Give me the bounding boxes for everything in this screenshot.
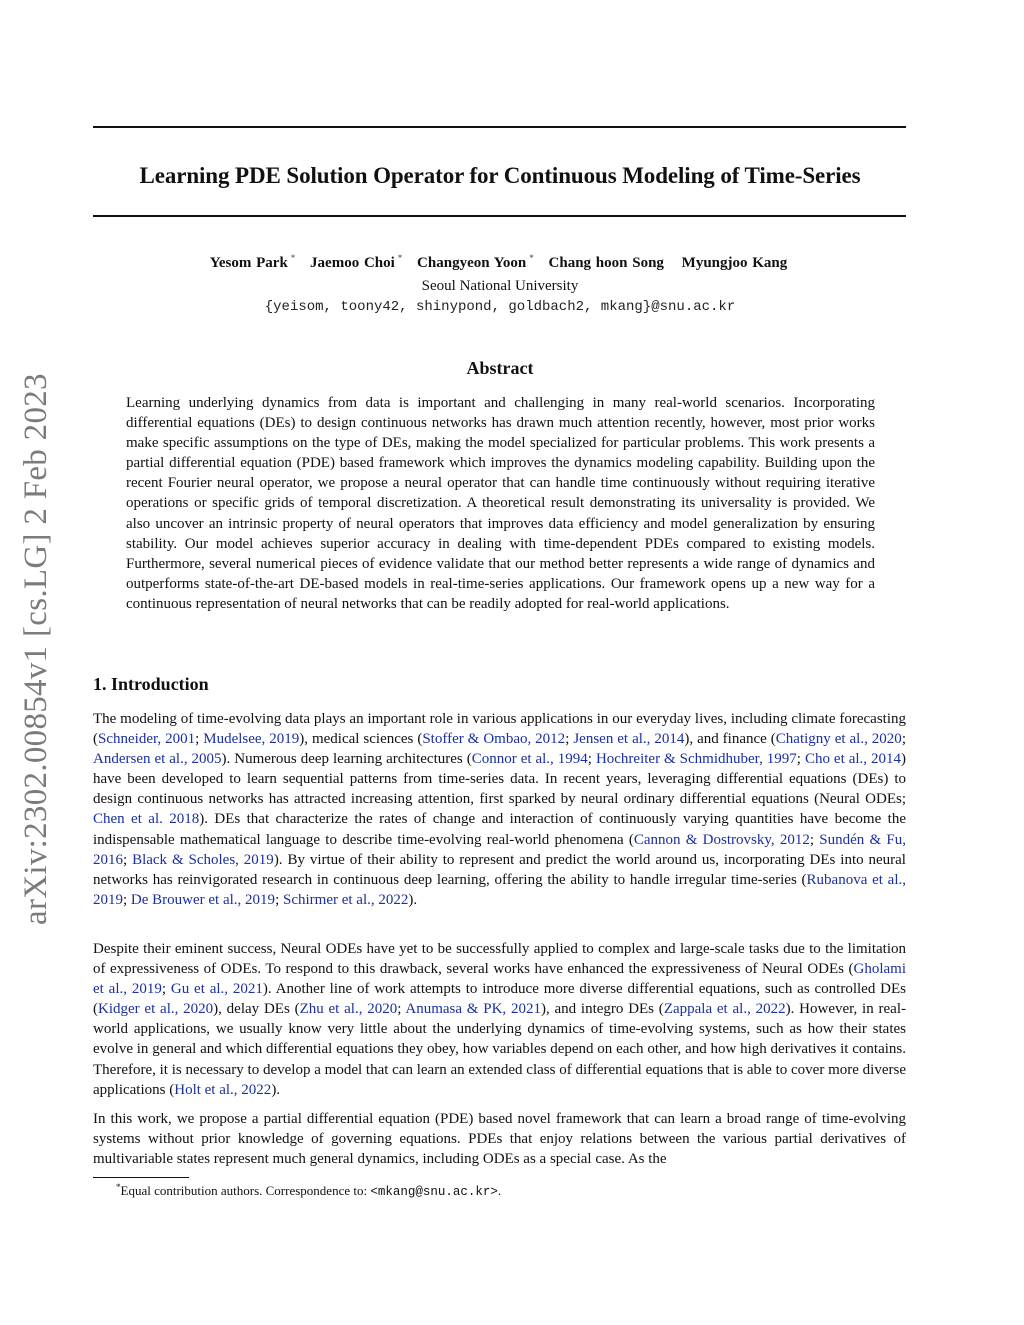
correspondence-email[interactable]: <mkang@snu.ac.kr> — [370, 1185, 498, 1199]
citation-link[interactable]: Gu et al., 2021 — [170, 981, 263, 998]
arxiv-identifier: arXiv:2302.00854v1 [cs.LG] 2 Feb 2023 — [18, 373, 54, 925]
citation-link[interactable]: Mudelsee, 2019 — [203, 731, 300, 748]
abstract-body: Learning underlying dynamics from data is important and challenging in many real-world scenarios. Incorporating differential equations (DEs) to design continuous networks has drawn much attention recently, however, most prior works make specific assumptions on the type of DEs, making the model specialized for particular problems. This work presents a partial differential equation (PDE) based framework which improves the dynamics modeling capability. Building upon the recent Fourier neural operator, we propose a neural operator that can handle time continuously without requiring iterative operations or specific grids of temporal discretization. A theoretical result demonstrating its universality is provided. We also uncover an intrinsic property of neural operators that improves data efficiency and model generalization by ensuring stability. Our model achieves superior accuracy in dealing with time-dependent PDEs compared to existing models. Furthermore, several numerical pieces of evidence validate that our method better represents a wide range of dynamics and outperforms state-of-the-art DE-based models in real-time-series applications. Our framework opens up a new way for a continuous representation of neural networks that can be readily adopted for real-world applications. — [126, 395, 875, 612]
citation-link[interactable]: Connor et al., 1994 — [471, 751, 588, 768]
citation-link[interactable]: Hochreiter & Schmidhuber, 1997 — [595, 751, 797, 768]
footnote-text: Equal contribution authors. Correspondence to: — [120, 1183, 371, 1198]
footnote-end: . — [497, 1183, 502, 1198]
citation-link[interactable]: Zhu et al., 2020 — [299, 1001, 398, 1018]
footnote — [93, 1182, 501, 1199]
section-heading-introduction: 1. Introduction — [93, 674, 209, 694]
citation-link[interactable]: Cho et al., 2014 — [804, 751, 902, 768]
citation-link[interactable]: De Brouwer et al., 2019 — [130, 891, 276, 908]
author-emails[interactable]: {yeisom, toony42, shinypond, goldbach2, mkang}@snu.ac.kr — [264, 299, 736, 315]
citation-link[interactable]: Sundén & Fu, 2016 — [93, 831, 906, 868]
equal-contribution-mark: * — [397, 253, 403, 263]
citation-link[interactable]: Holt et al., 2022 — [174, 1081, 272, 1098]
citation-link[interactable]: Gholami et al., 2019 — [93, 961, 906, 998]
citation-link[interactable]: Rubanova et al., 2019 — [93, 871, 906, 908]
citation-link[interactable]: Black & Scholes, 2019 — [132, 851, 274, 868]
footnote-mark: * — [116, 1182, 121, 1192]
author-list — [60, 253, 940, 272]
author-name: Chang hoon Song — [548, 255, 664, 271]
citation-link[interactable]: Zappala et al., 2022 — [663, 1001, 786, 1018]
citation-link[interactable]: Stoffer & Ombao, 2012 — [422, 731, 566, 748]
abstract-heading: Abstract — [466, 358, 534, 378]
citation-link[interactable]: Schirmer et al., 2022 — [282, 891, 409, 908]
author-name: Changyeon Yoon — [417, 255, 527, 271]
citation-link[interactable]: Jensen et al., 2014 — [573, 731, 685, 748]
author-name: Myungjoo Kang — [681, 255, 788, 271]
intro-paragraph-3: In this work, we propose a partial differential equation (PDE) based novel framework that can learn a broad range of time-evolving systems without prior knowledge of governing equations. PDEs that enjoy relations between the various partial derivatives of multivariable states represent much general dynamics, including ODEs as a special case. As the — [93, 1111, 906, 1168]
paper-title: Learning PDE Solution Operator for Continuous Modeling of Time-Series — [139, 163, 861, 188]
affiliation: Seoul National University — [421, 278, 579, 294]
author-name: Jaemoo Choi — [310, 255, 395, 271]
intro-paragraph-2: Despite their eminent success, Neural ODEs have yet to be successfully applied to complex and large-scale tasks due to the limitation of expressiveness of ODEs. To respond to this drawback, several works have enhanced the expressiveness of Neural ODEs (Gholami et al., 2019; Gu et al., 2021). Another line of work attempts to introduce more diverse differential equations, such as controlled DEs (Kidger et al., 2020), delay DEs (Zhu et al., 2020; Anumasa & PK, 2021), and integro DEs (Zappala et al., 2022). However, in real-world applications, we usually know very little about the underlying dynamics of time-evolving systems, such as how their states evolve in general and which differential equations they obey, how variables depend on each other, and how high derivatives it contains. Therefore, it is necessary to develop a model that can learn an extended class of differential equations that is able to cover more diverse applications (Holt et al., 2022). — [93, 941, 907, 1098]
top-rule — [93, 126, 906, 128]
bottom-rule — [93, 215, 906, 217]
citation-link[interactable]: Anumasa & PK, 2021 — [405, 1001, 541, 1018]
equal-contribution-mark: * — [529, 253, 534, 263]
equal-contribution-mark: * — [290, 253, 296, 263]
citation-link[interactable]: Chen et al. 2018 — [93, 811, 200, 828]
citation-link[interactable]: Chatigny et al., 2020 — [775, 731, 902, 748]
intro-paragraph-1: The modeling of time-evolving data plays an important role in various applications in our everyday lives, including climate forecasting (Schneider, 2001; Mudelsee, 2019), medical sciences (Stoffer & Ombao, 2012; Jensen et al., 2014), and finance (Chatigny et al., 2020; Andersen et al., 2005). Numerous deep learning architectures (Connor et al., 1994; Hochreiter & Schmidhuber, 1997; Cho et al., 2014) have been developed to learn sequential patterns from time-series data. In recent years, leveraging differential equations (DEs) to design continuous networks has attracted increasing attention, first sparked by neural ordinary differential equations (Neural ODEs; Chen et al. 2018). DEs that characterize the rates of change and interaction of continuously varying quantities have become the indispensable mathematical language to describe time-evolving real-world phenomena (Cannon & Dostrovsky, 2012; Sundén & Fu, 2016; Black & Scholes, 2019). By virtue of their ability to represent and predict the world around us, incorporating DEs into neural networks has reinvigorated research in continuous deep learning, offering the ability to handle irregular time-series (Rubanova et al., 2019; De Brouwer et al., 2019; Schirmer et al., 2022). — [93, 711, 907, 908]
citation-link[interactable]: Andersen et al., 2005 — [93, 751, 222, 768]
citation-link[interactable]: Kidger et al., 2020 — [98, 1001, 214, 1018]
author-name: Yesom Park — [209, 255, 288, 271]
citation-link[interactable]: Schneider, 2001 — [98, 731, 196, 748]
footnote-rule — [93, 1177, 189, 1178]
citation-link[interactable]: Cannon & Dostrovsky, 2012 — [633, 831, 810, 848]
